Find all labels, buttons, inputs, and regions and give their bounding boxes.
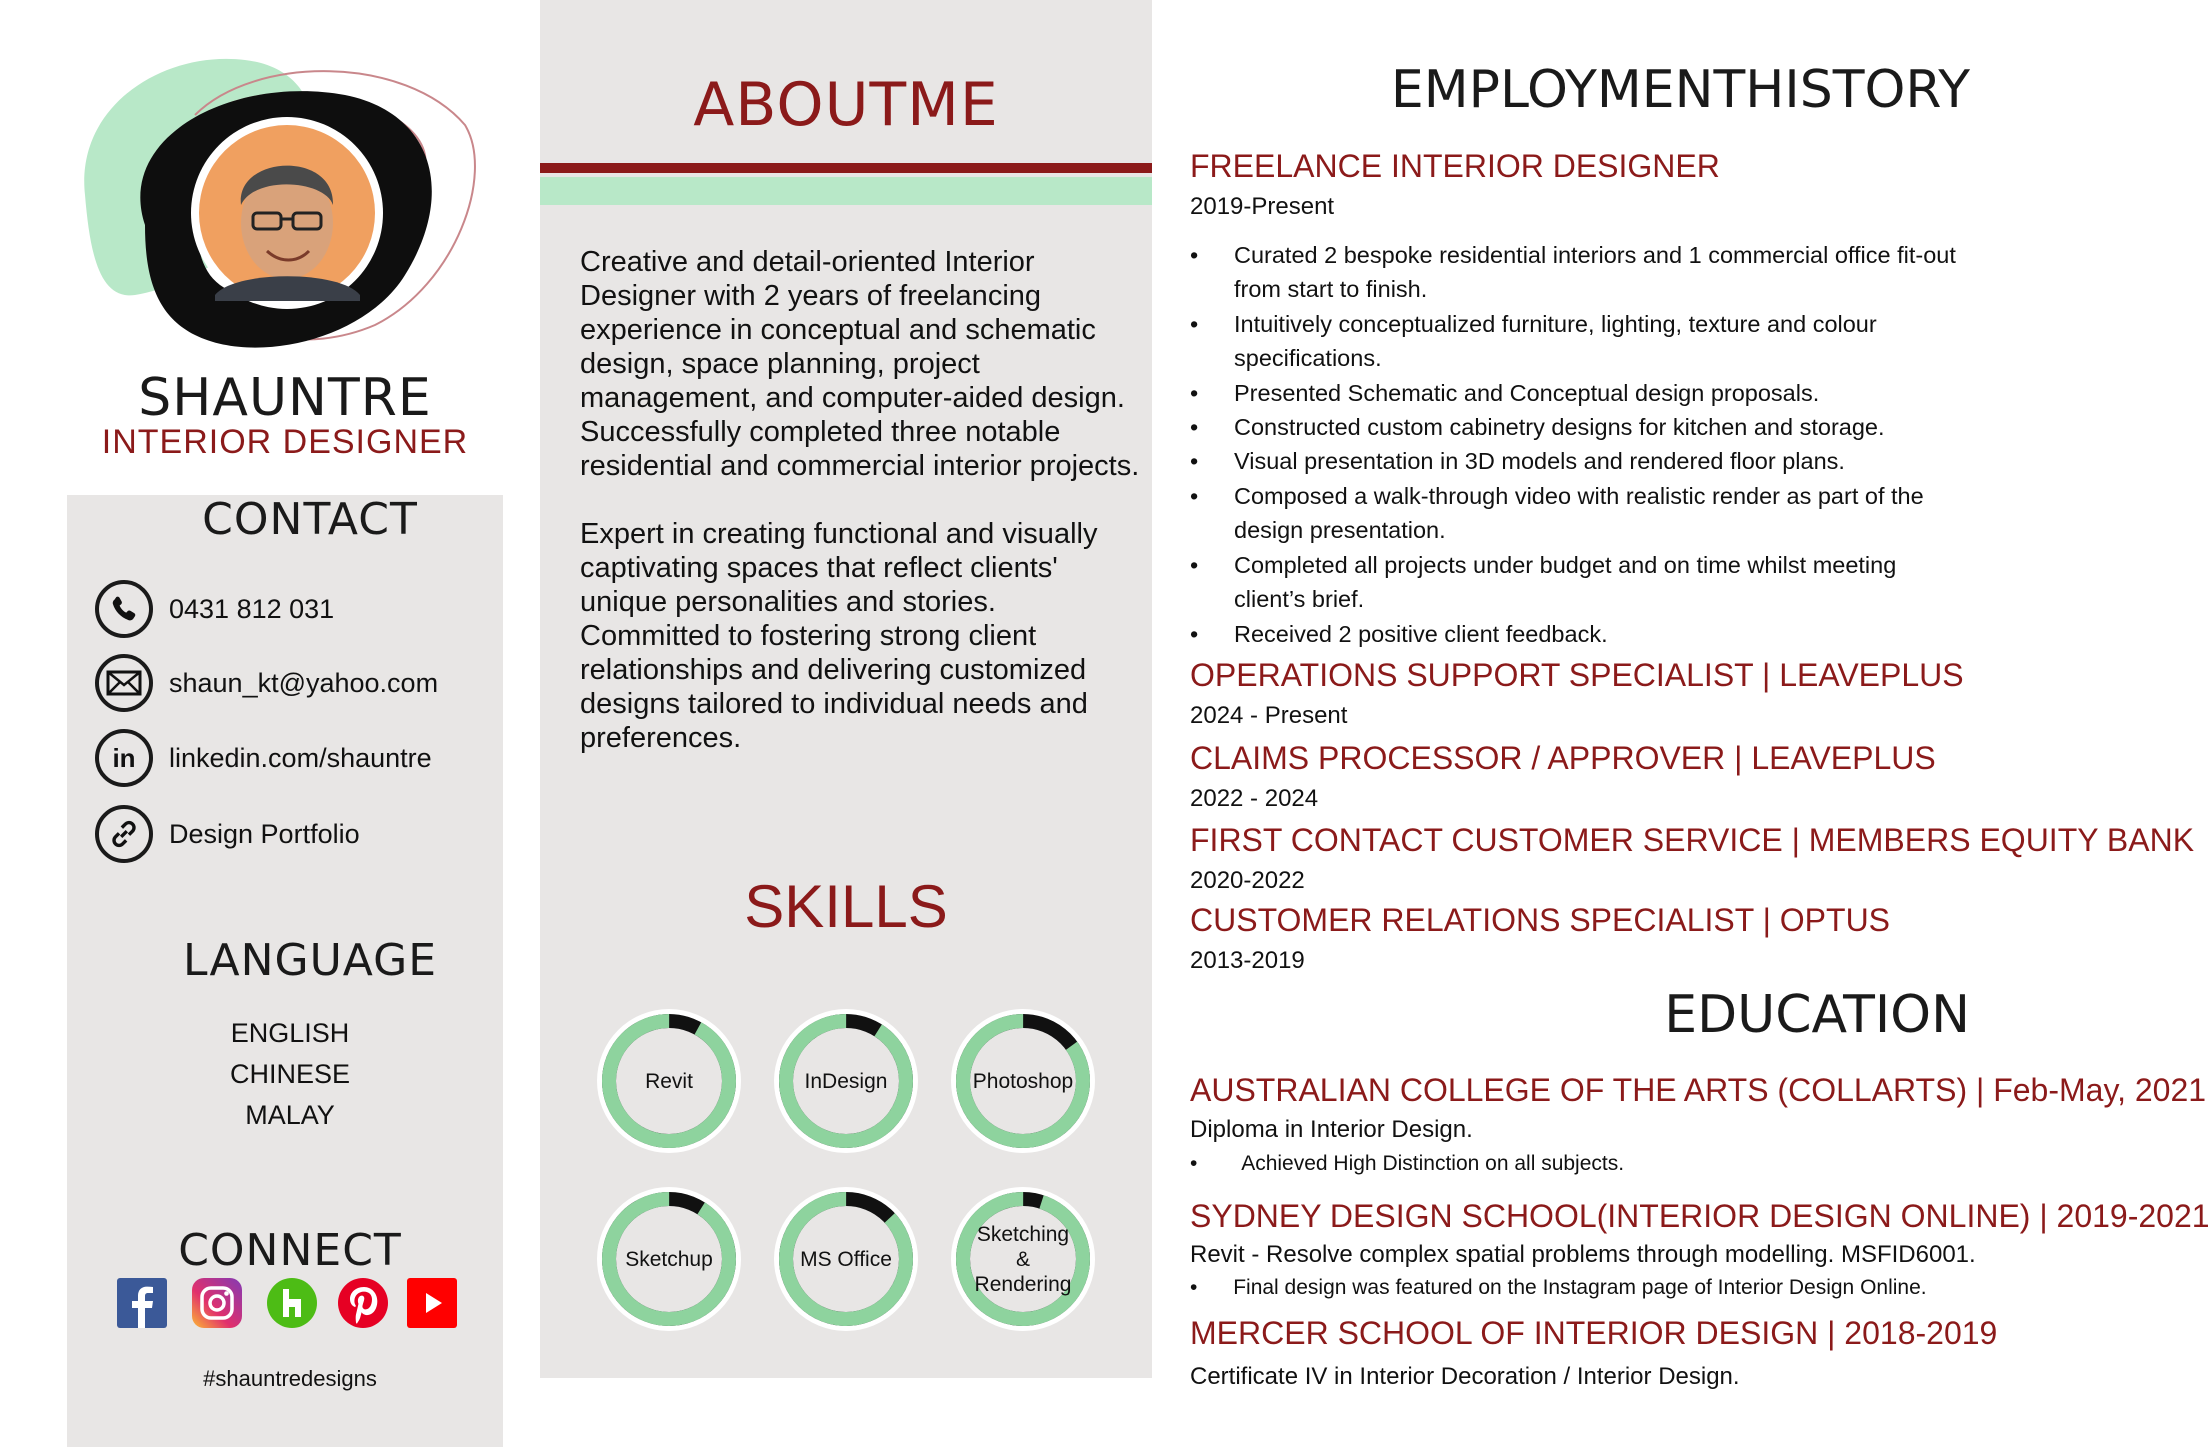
skill-label-line: Rendering (974, 1272, 1072, 1296)
bullet-text: Final design was featured on the Instagram page of Interior Design Online. (1233, 1276, 1927, 1299)
skill-donut-sketching-rendering (950, 1186, 1096, 1332)
contact-email: shaun_kt@yahoo.com (169, 667, 439, 698)
skill-donut-revit (596, 1008, 742, 1154)
youtube-icon[interactable] (407, 1278, 457, 1328)
about-heading: ABOUTME (693, 70, 999, 140)
bullet-dot: • (1190, 1276, 1198, 1299)
skill-label-line: Sketching (976, 1222, 1070, 1246)
job-bullet (1190, 238, 1970, 306)
bullet-dot: • (1190, 242, 1199, 268)
job-bullet (1190, 307, 1970, 375)
skill-label (950, 1186, 1096, 1332)
contact-linkedin-row[interactable] (95, 727, 495, 789)
contact-phone: 0431 812 031 (169, 593, 335, 624)
bullet-text: Composed a walk-through video with realistic render as part of the design presentation. (1234, 483, 1924, 543)
job-title: FIRST CONTACT CUSTOMER SERVICE | MEMBERS EQUITY BANK (1190, 822, 2195, 858)
job-date: 2019-Present (1190, 193, 1335, 220)
about-divider-red (540, 163, 1152, 173)
job-date: 2022 - 2024 (1190, 785, 1319, 812)
skill-label-line: & (1015, 1247, 1030, 1271)
about-paragraph: Successfully completed three notable residential and commercial interior projects. (580, 416, 1140, 482)
bullet-text: Completed all projects under budget and on time whilst meeting client’s brief. (1234, 552, 1897, 612)
school-detail: Diploma in Interior Design. (1190, 1116, 1473, 1143)
school-title: AUSTRALIAN COLLEGE OF THE ARTS (COLLARTS) | Feb-May, 2021 (1190, 1072, 2207, 1108)
contact-phone-row[interactable] (95, 578, 495, 640)
contact-email-row[interactable] (95, 652, 495, 714)
school-title: MERCER SCHOOL OF INTERIOR DESIGN | 2018-2019 (1190, 1315, 1998, 1351)
connect-hashtag: #shauntredesigns (203, 1366, 377, 1391)
linkedin-icon: in (95, 729, 153, 787)
school-detail: Revit - Resolve complex spatial problems through modelling. MSFID6001. (1190, 1241, 1976, 1268)
bullet-dot: • (1190, 621, 1199, 647)
job-title: FREELANCE INTERIOR DESIGNER (1190, 148, 1720, 184)
bullet-dot: • (1190, 1152, 1198, 1175)
school-title: SYDNEY DESIGN SCHOOL(INTERIOR DESIGN ONLINE) | 2019-2021 (1190, 1198, 2210, 1234)
school-bullet (1190, 1276, 1927, 1300)
connect-heading: CONNECT (178, 1225, 402, 1276)
bullet-dot: • (1190, 448, 1199, 474)
school-bullet (1190, 1152, 1624, 1176)
language-item: CHINESE (229, 1059, 351, 1089)
bullet-text: Curated 2 bespoke residential interiors and 1 commercial office fit-out from start to finish. (1234, 242, 1956, 302)
job-date: 2013-2019 (1190, 947, 1305, 974)
job-title: CLAIMS PROCESSOR / APPROVER | LEAVEPLUS (1190, 740, 1936, 776)
bullet-text: Received 2 positive client feedback. (1234, 621, 1608, 647)
job-date: 2024 - Present (1190, 702, 1348, 729)
skill-label: Revit (645, 1069, 693, 1093)
bullet-text: Constructed custom cabinetry designs for kitchen and storage. (1234, 414, 1885, 440)
link-chain-icon (95, 805, 153, 863)
skill-label: Photoshop (972, 1069, 1074, 1093)
profile-role: INTERIOR DESIGNER (101, 423, 469, 461)
education-heading: EDUCATION (1664, 985, 1970, 1045)
houzz-icon[interactable] (267, 1278, 317, 1328)
profile-frame-art (75, 45, 495, 365)
instagram-icon[interactable] (192, 1278, 242, 1328)
envelope-icon (95, 654, 153, 712)
skill-donut-ms-office (773, 1186, 919, 1332)
contact-portfolio: Design Portfolio (169, 818, 360, 849)
contact-heading: CONTACT (202, 494, 418, 545)
pinterest-icon[interactable] (338, 1278, 388, 1328)
language-item: MALAY (245, 1100, 335, 1130)
skill-donut-photoshop (950, 1008, 1096, 1154)
about-divider-mint (540, 177, 1152, 205)
bullet-text: Achieved High Distinction on all subjects. (1241, 1152, 1625, 1175)
language-heading: LANGUAGE (182, 935, 438, 986)
skill-label: Sketchup (625, 1247, 713, 1271)
school-detail: Certificate IV in Interior Decoration / Interior Design. (1190, 1363, 1740, 1390)
profile-photo-graphic (75, 45, 495, 365)
bullet-dot: • (1190, 414, 1199, 440)
skill-donut-sketchup (596, 1186, 742, 1332)
about-paragraph: Expert in creating functional and visually captivating spaces that reflect clients' unique personalities and stories. Committed to fostering strong client relationships and delivering customized designs tailored to individual needs and preferences. (580, 518, 1098, 754)
bullet-dot: • (1190, 483, 1199, 509)
skill-label: MS Office (800, 1247, 892, 1271)
skill-label: InDesign (804, 1069, 888, 1093)
job-title: CUSTOMER RELATIONS SPECIALIST | OPTUS (1190, 902, 1891, 938)
bullet-text: Presented Schematic and Conceptual design proposals. (1234, 380, 1820, 406)
skill-donut-indesign (773, 1008, 919, 1154)
job-date: 2020-2022 (1190, 867, 1305, 894)
bullet-dot: • (1190, 380, 1199, 406)
skills-heading: SKILLS (744, 873, 948, 940)
bullet-dot: • (1190, 552, 1199, 578)
profile-name: SHAUNTRE (138, 368, 432, 428)
bullet-dot: • (1190, 311, 1199, 337)
contact-linkedin: linkedin.com/shauntre (169, 742, 432, 773)
bullet-text: Intuitively conceptualized furniture, lighting, texture and colour specifications. (1234, 311, 1877, 371)
employment-heading: EMPLOYMENTHISTORY (1390, 60, 1970, 120)
phone-icon (95, 580, 153, 638)
about-text (580, 245, 1140, 755)
bullet-text: Visual presentation in 3D models and rendered floor plans. (1234, 448, 1845, 474)
facebook-icon[interactable] (117, 1278, 167, 1328)
contact-portfolio-row[interactable] (95, 803, 495, 865)
job-title: OPERATIONS SUPPORT SPECIALIST | LEAVEPLUS (1190, 657, 1964, 693)
language-item: ENGLISH (230, 1018, 350, 1048)
about-paragraph: Creative and detail-oriented Interior Designer with 2 years of freelancing experience in conceptual and schematic design, space planning, project management, and computer-aided design. (580, 246, 1125, 414)
